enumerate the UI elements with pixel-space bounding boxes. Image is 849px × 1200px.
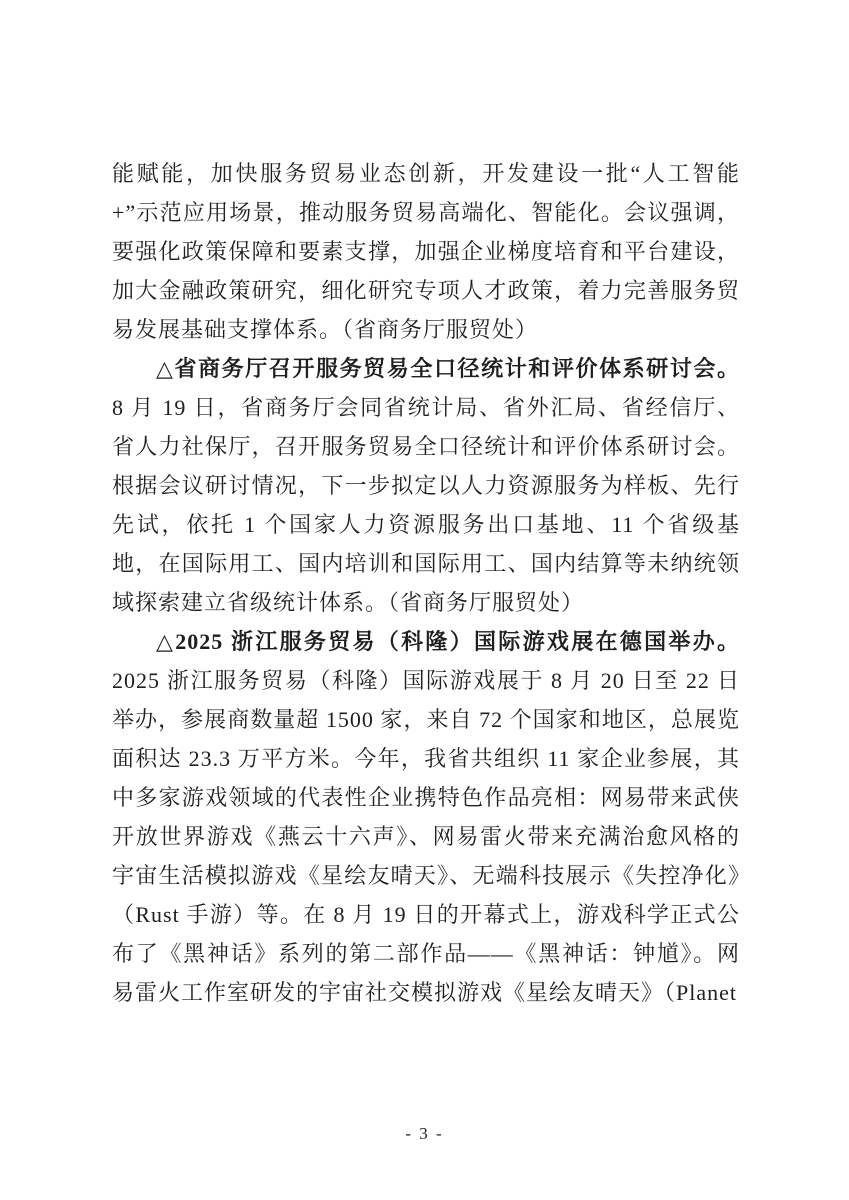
paragraph-gamescom (112, 622, 740, 1012)
paragraph-statistics-meeting (112, 349, 740, 622)
item-heading: △省商务厅召开服务贸易全口径统计和评价体系研讨会。 (156, 356, 740, 381)
page-text-block (112, 154, 740, 1012)
body-text: 8 月 19 日，省商务厅会同省统计局、省外汇局、省经信厅、省人力社保厅，召开服务贸易全口径统计和评价体系研讨会。根据会议研讨情况，下一步拟定以人力资源服务为样板、先行先试，依托 1 个国家人力资源服务出口基地、11 个省级基地，在国际用工、国内培训和国际用工、国内结算等未纳统领域探索建立省级统计体系。（省商务厅服贸处） (112, 395, 740, 615)
body-text: 能赋能，加快服务贸易业态创新，开发建设一批“人工智能+”示范应用场景，推动服务贸易高端化、智能化。会议强调，要强化政策保障和要素支撑，加强企业梯度培育和平台建设，加大金融政策研究，细化研究专项人才政策，着力完善服务贸易发展基础支撑体系。（省商务厅服贸处） (112, 161, 740, 342)
page-number: - 3 - (405, 1124, 444, 1143)
item-heading: △2025 浙江服务贸易（科隆）国际游戏展在德国举办。 (156, 629, 740, 654)
body-text: 2025 浙江服务贸易（科隆）国际游戏展于 8 月 20 日至 22 日举办，参展商数量超 1500 家，来自 72 个国家和地区，总展览面积达 23.3 万平方米。今年，我省共组织 11 家企业参展，其中多家游戏领域的代表性企业携特色作品亮相：网易带来武侠开放世界游戏《燕云十六声》、网易雷火带来充满治愈风格的宇宙生活模拟游戏《星绘友晴天》、无端科技展示《失控净化》（Rust 手游）等。在 8 月 19 日的开幕式上，游戏科学正式公布了《黑神话》系列的第二部作品——《黑神话：钟馗》。网易雷火工作室研发的宇宙社交模拟游戏《星绘友晴天》（Planet (112, 668, 740, 1005)
paragraph-continuation (112, 154, 740, 349)
